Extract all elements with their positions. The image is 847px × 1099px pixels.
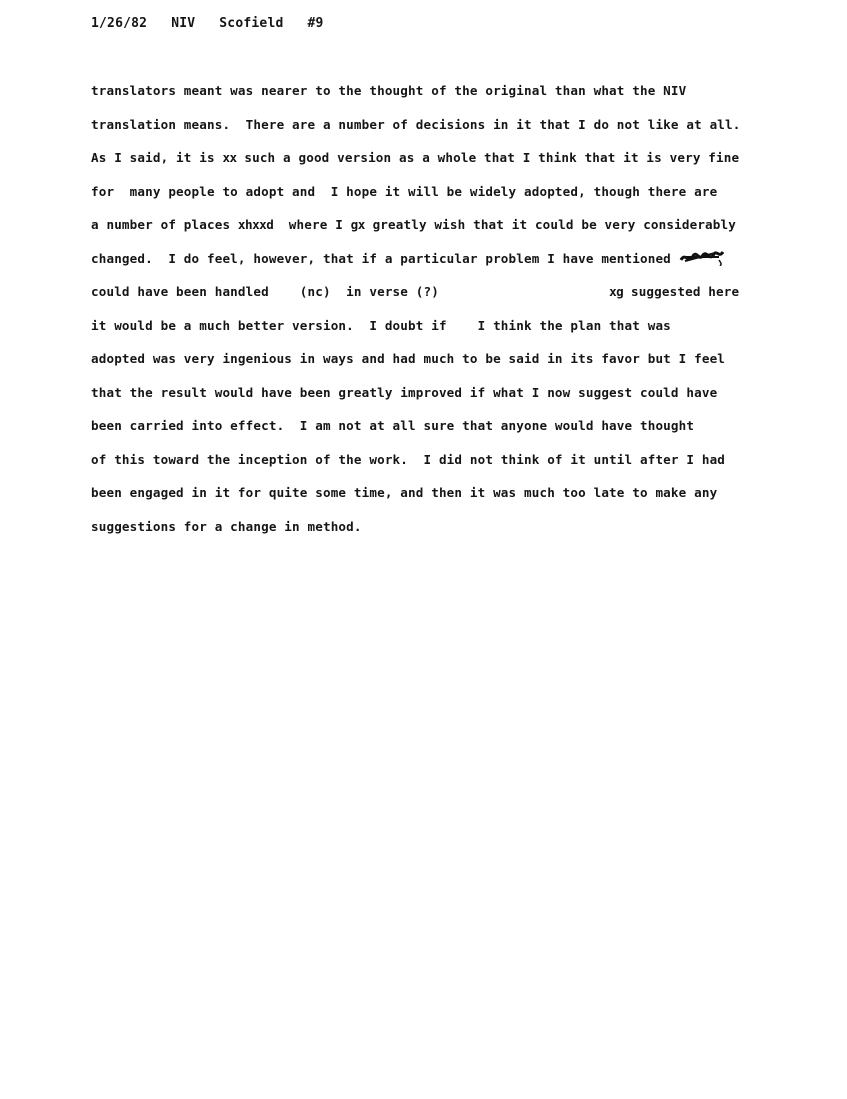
page-header (91, 16, 348, 31)
text-segment: where I (273, 217, 351, 232)
text-line: been engaged in it for quite some time, and then it was much too late to make any (91, 485, 718, 500)
struck-text: xx (222, 150, 237, 165)
header-date: 1/26/82 (91, 16, 148, 31)
text-line: for many people to adopt and I hope it will be widely adopted, though there are (91, 183, 718, 199)
text-line: adopted was very ingenious in ways and had much to be said in its favor but I feel (91, 351, 726, 366)
text-segment: greatly wish that it could be very considerably (364, 217, 736, 232)
text-line: it would be a much better version. I doubt if I think the plan that was (91, 317, 671, 333)
header-name: Scofield (219, 16, 284, 31)
text-line: suggestions for a change in method. (91, 518, 362, 534)
text-line: translation means. There are a number of decisions in it that I do not like at all. (91, 116, 741, 132)
text-segment: such a good version as a whole that I think that it is very fine (236, 150, 740, 165)
text-line: of this toward the inception of the work. I did not think of it until after I had (91, 451, 726, 467)
struck-text: xhxxd (237, 217, 274, 232)
text-line: that the result would have been greatly improved if what I now suggest could have (91, 384, 718, 400)
struck-text: gx (350, 217, 365, 232)
text-line: been carried into effect. I am not at all sure that anyone would have thought (91, 418, 695, 433)
ink-scribble-icon (679, 248, 725, 266)
text-segment: a number of places (91, 217, 238, 232)
text-segment: changed. I do feel, however, that if a particular problem I have mentioned (91, 250, 679, 266)
text-line: translators meant was nearer to the thought of the original than what the NIV (91, 83, 687, 98)
text-segment: could have been handled (nc) in verse (?) (91, 284, 610, 299)
text-line (91, 214, 811, 248)
text-segment: As I said, it is (91, 150, 223, 165)
struck-text: xg (609, 284, 624, 299)
header-number: #9 (307, 16, 324, 31)
text-segment: suggested here (623, 284, 740, 299)
typed-body (91, 80, 811, 549)
text-line (91, 248, 811, 282)
text-line (91, 281, 811, 315)
header-doc: NIV (171, 16, 196, 31)
text-line (91, 147, 811, 181)
